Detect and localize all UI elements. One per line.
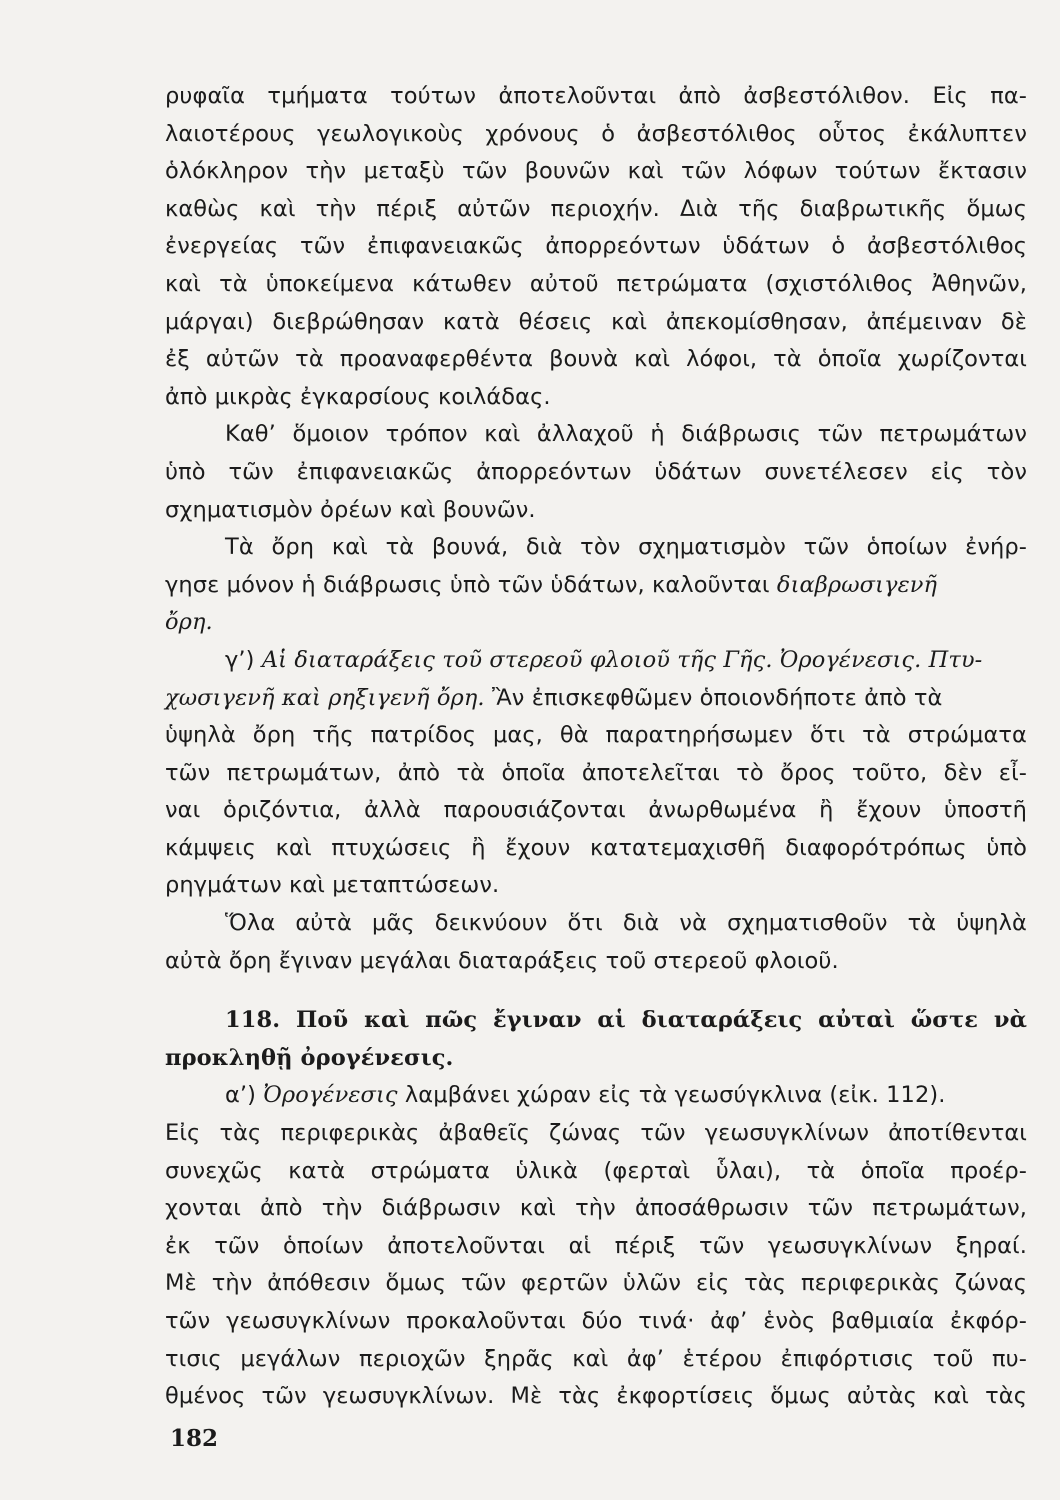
section-spacer (165, 980, 1027, 1002)
text-line (165, 567, 1027, 605)
text-line: ἐξ αὐτῶν τὰ προαναφερθέντα βουνὰ καὶ λόφοι, τὰ ὁποῖα χωρίζονται (165, 346, 1027, 373)
text-line: αὐτὰ ὄρη ἔγιναν μεγάλαι διαταράξεις τοῦ στερεοῦ φλοιοῦ. (165, 947, 839, 974)
text-line (165, 1077, 1027, 1115)
text-segment: Ἂν ἐπισκεφθῶμεν ὁποιονδήποτε ἀπὸ τὰ (491, 684, 943, 711)
text-segment: λαμβάνει χώραν εἰς τὰ γεωσύγκλινα (εἰκ. 112). (404, 1082, 946, 1109)
text-line: ἐκ τῶν ὁποίων ἀποτελοῦνται αἱ πέριξ τῶν γεωσυγκλίνων ξηραί. (165, 1232, 1027, 1259)
text-line: ἐνεργείας τῶν ἐπιφανειακῶς ἀπορρεόντων ὑδάτων ὁ ἀσβεστόλιθος (165, 233, 1027, 260)
italic-subheading: Αἱ διαταράξεις τοῦ στερεοῦ φλοιοῦ τῆς Γῆς. Ὀρογένεσις. Πτυ- (261, 646, 983, 673)
text-line: τῶν πετρωμάτων, ἀπὸ τὰ ὁποῖα ἀποτελεῖται τὸ ὄρος τοῦτο, δὲν εἶ- (165, 759, 1027, 786)
text-line: Ὅλα αὐτὰ μᾶς δεικνύουν ὅτι διὰ νὰ σχηματισθοῦν τὰ ὑψηλὰ (225, 910, 1027, 937)
text-line: ρυφαῖα τμήματα τούτων ἀποτελοῦνται ἀπὸ ἀσβεστόλιθον. Εἰς πα- (165, 83, 1027, 109)
italic-subheading: χωσιγενῆ καὶ ρηξιγενῆ ὄρη. (165, 684, 485, 711)
text-line: ὄρη. (165, 609, 213, 636)
text-segment: γησε μόνον ἡ διάβρωσις ὑπὸ τῶν ὑδάτων, καλοῦνται (165, 571, 770, 598)
section-marker: γ’) (225, 646, 255, 673)
text-line: καὶ τὰ ὑποκείμενα κάτωθεν αὐτοῦ πετρώματα (σχιστόλιθος Ἀθηνῶν, (165, 270, 1027, 297)
body-text (165, 78, 1027, 1416)
text-line: Καθ’ ὅμοιον τρόπον καὶ ἀλλαχοῦ ἡ διάβρωσις τῶν πετρωμάτων (225, 421, 1027, 448)
page-number: 182 (170, 1425, 219, 1452)
italic-term: διαβρωσιγενῆ (776, 571, 938, 598)
text-line: τισις μεγάλων περιοχῶν ξηρᾶς καὶ ἀφ’ ἑτέρου ἐπιφόρτισις τοῦ πυ- (165, 1345, 1027, 1372)
text-line: ναι ὁριζόντια, ἀλλὰ παρουσιάζονται ἀνωρθωμένα ἢ ἔχουν ὑποστῆ (165, 797, 1027, 824)
text-line: τῶν γεωσυγκλίνων προκαλοῦνται δύο τινά· ἀφ’ ἑνὸς βαθμιαία ἐκφόρ- (165, 1308, 1027, 1334)
text-line: λαιοτέρους γεωλογικοὺς χρόνους ὁ ἀσβεστόλιθος οὗτος ἐκάλυπτεν (165, 120, 1027, 147)
text-line (165, 642, 1027, 680)
section-heading: 118. Ποῦ καὶ πῶς ἔγιναν αἱ διαταράξεις αὐταὶ ὥστε νὰ (225, 1007, 1027, 1034)
text-line: θμένος τῶν γεωσυγκλίνων. Μὲ τὰς ἐκφορτίσεις ὅμως αὐτὰς καὶ τὰς (165, 1383, 1027, 1410)
section-marker: α’) (225, 1082, 257, 1109)
text-line: κάμψεις καὶ πτυχώσεις ἢ ἔχουν κατατεμαχισθῆ διαφορότρόπως ὑπὸ (165, 834, 1027, 861)
text-line: καθὼς καὶ τὴν πέριξ αὐτῶν περιοχήν. Διὰ τῆς διαβρωτικῆς ὅμως (165, 195, 1027, 222)
text-line: χονται ἀπὸ τὴν διάβρωσιν καὶ τὴν ἀποσάθρωσιν τῶν πετρωμάτων, (165, 1195, 1027, 1222)
text-line: ὑψηλὰ ὄρη τῆς πατρίδος μας, θὰ παρατηρήσωμεν ὅτι τὰ στρώματα (165, 722, 1027, 749)
text-line: ὑπὸ τῶν ἐπιφανειακῶς ἀπορρεόντων ὑδάτων συνετέλεσεν εἰς τὸν (165, 458, 1027, 485)
text-line: Μὲ τὴν ἀπόθεσιν ὅμως τῶν φερτῶν ὑλῶν εἰς τὰς περιφερικὰς ζώνας (165, 1270, 1027, 1297)
text-line: σχηματισμὸν ὀρέων καὶ βουνῶν. (165, 496, 536, 523)
text-line: Εἰς τὰς περιφερικὰς ἀβαθεῖς ζώνας τῶν γεωσυγκλίνων ἀποτίθενται (165, 1120, 1027, 1147)
text-line (165, 680, 1027, 718)
text-line: ρηγμάτων καὶ μεταπτώσεων. (165, 872, 500, 899)
section-heading: προκληθῇ ὀρογένεσις. (165, 1044, 454, 1071)
text-line: συνεχῶς κατὰ στρώματα ὑλικὰ (φερταὶ ὗλαι), τὰ ὁποῖα προέρ- (165, 1157, 1027, 1184)
text-line: μάργαι) διεβρώθησαν κατὰ θέσεις καὶ ἀπεκομίσθησαν, ἀπέμειναν δὲ (165, 308, 1027, 335)
text-line: ἀπὸ μικρὰς ἐγκαρσίους κοιλάδας. (165, 383, 551, 410)
text-line: ὁλόκληρον τὴν μεταξὺ τῶν βουνῶν καὶ τῶν λόφων τούτων ἔκτασιν (165, 158, 1027, 185)
italic-term: Ὀρογένεσις (263, 1082, 398, 1109)
text-line: Τὰ ὄρη καὶ τὰ βουνά, διὰ τὸν σχηματισμὸν τῶν ὁποίων ἐνήρ- (225, 534, 1027, 561)
